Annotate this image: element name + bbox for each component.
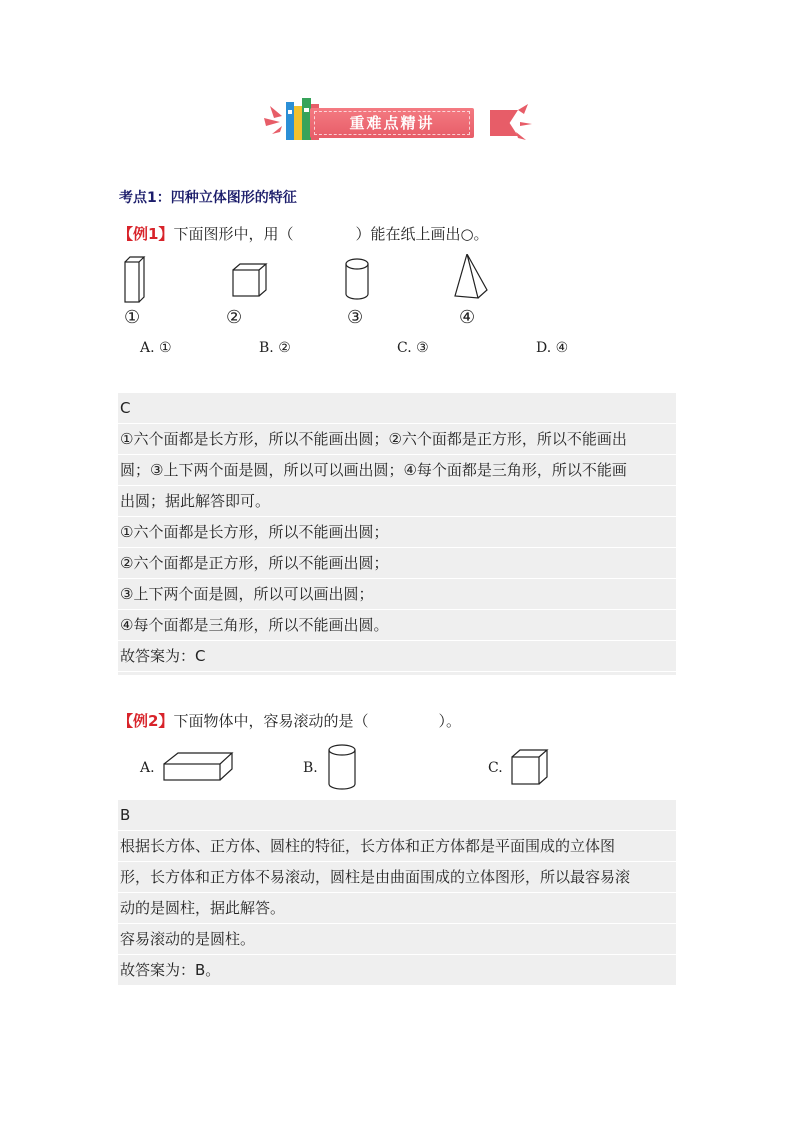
answer-line: 故答案为：C	[118, 641, 676, 672]
answer-line: 出圆；据此解答即可。	[118, 486, 676, 517]
example2-question-pre: 下面物体中，容易滚动的是（	[173, 712, 369, 730]
section-heading: 考点1：四种立体图形的特征	[119, 190, 297, 206]
answer-line: ④每个面都是三角形，所以不能画出圆。	[118, 610, 676, 641]
cylinder-figure	[326, 742, 360, 792]
example1-question	[118, 223, 489, 244]
answer-line: 形，长方体和正方体不易滚动，圆柱是由曲面围成的立体图形，所以最容易滚	[118, 862, 676, 893]
banner-title: 重难点精讲	[349, 114, 435, 132]
figure-label-2: ②	[226, 307, 243, 328]
answer-line: ③上下两个面是圆，所以可以画出圆；	[118, 579, 676, 610]
example2-answer-box	[118, 800, 676, 986]
example2-question	[118, 710, 461, 731]
example2-option-a: A.	[140, 760, 155, 776]
example1-option-a: A. ①	[140, 340, 172, 356]
example1-question-post: ）能在纸上画出○。	[355, 225, 489, 243]
figure-label-4: ④	[459, 307, 476, 328]
tall-cuboid-figure	[125, 257, 144, 302]
answer-line: 圆；③上下两个面是圆，所以可以画出圆；④每个面都是三角形，所以不能画	[118, 455, 676, 486]
cube-figure	[233, 264, 266, 296]
answer-line: ①六个面都是长方形，所以不能画出圆；	[118, 517, 676, 548]
answer-line: ②六个面都是正方形，所以不能画出圆；	[118, 548, 676, 579]
cube-figure	[510, 748, 550, 786]
answer-line: 动的是圆柱，据此解答。	[118, 893, 676, 924]
example1-option-c: C. ③	[397, 340, 429, 356]
example1-tag: 【例1】	[118, 225, 174, 243]
example2-question-post: ）。	[438, 712, 461, 730]
example1-figures	[120, 254, 500, 306]
figure-label-3: ③	[347, 307, 364, 328]
answer-line: B	[118, 800, 676, 831]
answer-line: 故答案为：B。	[118, 955, 676, 986]
answer-line: C	[118, 393, 676, 424]
pyramid-figure	[455, 254, 487, 298]
example2-option-c: C.	[488, 760, 503, 776]
example2-option-b: B.	[303, 760, 318, 776]
answer-line: 根据长方体、正方体、圆柱的特征，长方体和正方体都是平面围成的立体图	[118, 831, 676, 862]
section-banner	[262, 96, 532, 146]
example1-option-b: B. ②	[259, 340, 291, 356]
flat-cuboid-figure	[160, 750, 238, 784]
answer-line: ①六个面都是长方形，所以不能画出圆；②六个面都是正方形，所以不能画出	[118, 424, 676, 455]
example1-answer-box	[118, 393, 676, 675]
example1-option-d: D. ④	[536, 340, 569, 356]
cylinder-figure	[346, 259, 368, 299]
figure-label-1: ①	[124, 307, 141, 328]
answer-line: 容易滚动的是圆柱。	[118, 924, 676, 955]
example1-question-pre: 下面图形中，用（	[173, 225, 294, 243]
example2-tag: 【例2】	[118, 712, 174, 730]
